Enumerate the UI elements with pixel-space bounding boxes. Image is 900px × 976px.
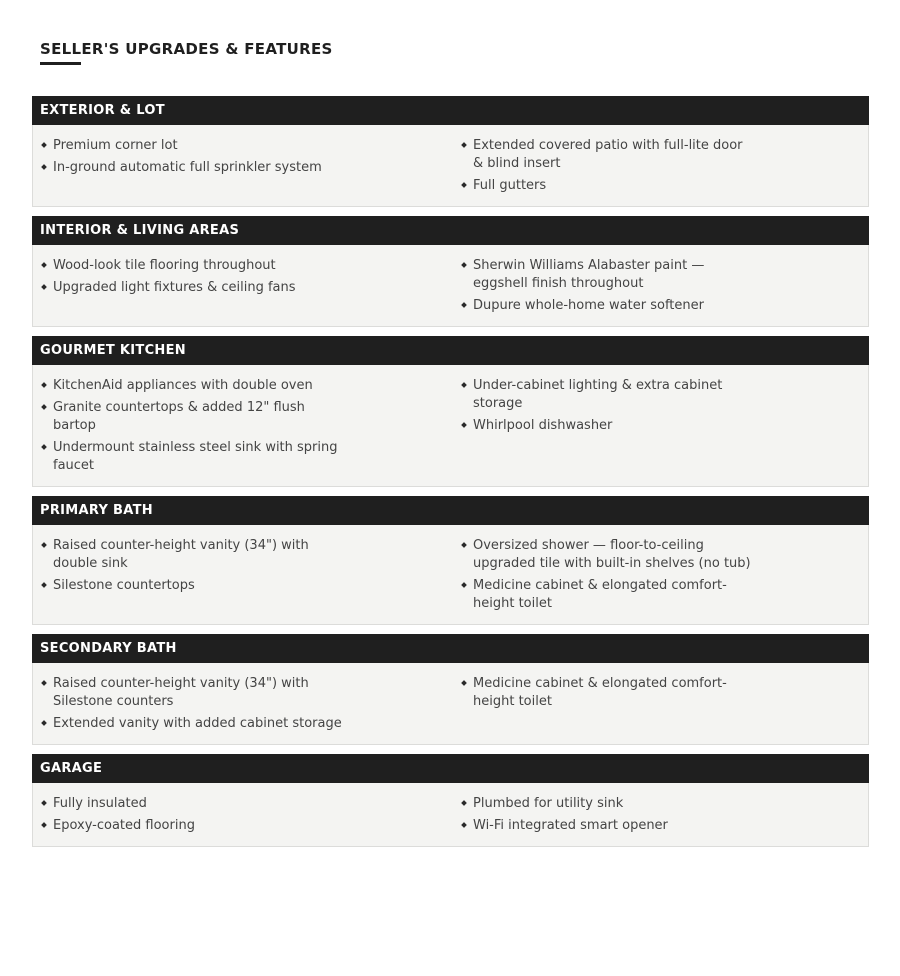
- section-body: [32, 245, 869, 327]
- section-exterior-lot: [32, 96, 869, 207]
- diamond-bullet-icon: [41, 142, 47, 148]
- feature-text: Raised counter-height vanity (34") with double sink: [53, 538, 309, 571]
- feature-column-right: [453, 377, 753, 475]
- features-list: [32, 96, 869, 856]
- feature-text: Silestone countertops: [53, 578, 195, 593]
- feature-list: [41, 377, 453, 475]
- feature-item: [41, 715, 343, 733]
- diamond-bullet-icon: [41, 382, 47, 388]
- section-body: [32, 663, 869, 745]
- feature-column-right: [453, 137, 753, 195]
- diamond-bullet-icon: [41, 164, 47, 170]
- feature-text: Wi-Fi integrated smart opener: [473, 818, 668, 833]
- feature-text: Dupure whole-home water softener: [473, 298, 704, 313]
- feature-list: [461, 377, 753, 435]
- feature-list: [461, 675, 753, 711]
- section-header: GOURMET KITCHEN: [32, 336, 869, 365]
- feature-column-left: [33, 257, 453, 315]
- feature-item: [41, 159, 343, 177]
- diamond-bullet-icon: [461, 262, 467, 268]
- diamond-bullet-icon: [461, 822, 467, 828]
- diamond-bullet-icon: [41, 542, 47, 548]
- section-gourmet-kitchen: [32, 336, 869, 487]
- section-header: PRIMARY BATH: [32, 496, 869, 525]
- feature-list: [461, 137, 753, 195]
- diamond-bullet-icon: [41, 680, 47, 686]
- diamond-bullet-icon: [41, 444, 47, 450]
- feature-text: KitchenAid appliances with double oven: [53, 378, 313, 393]
- feature-text: Extended covered patio with full-lite door & blind insert: [473, 138, 743, 171]
- feature-item: [41, 137, 343, 155]
- feature-list: [41, 137, 453, 177]
- feature-text: Full gutters: [473, 178, 547, 193]
- feature-item: [41, 537, 343, 573]
- feature-text: Granite countertops & added 12" flush bartop: [53, 400, 305, 433]
- feature-text: Sherwin Williams Alabaster paint — eggshell finish throughout: [473, 258, 705, 291]
- diamond-bullet-icon: [41, 582, 47, 588]
- feature-item: [461, 297, 755, 315]
- section-header: INTERIOR & LIVING AREAS: [32, 216, 869, 245]
- feature-text: Fully insulated: [53, 796, 147, 811]
- diamond-bullet-icon: [461, 422, 467, 428]
- section-body: [32, 783, 869, 847]
- diamond-bullet-icon: [461, 542, 467, 548]
- feature-list: [461, 257, 753, 315]
- diamond-bullet-icon: [41, 800, 47, 806]
- feature-item: [41, 577, 343, 595]
- feature-item: [461, 417, 755, 435]
- feature-text: Epoxy-coated flooring: [53, 818, 195, 833]
- feature-item: [461, 577, 755, 613]
- diamond-bullet-icon: [461, 142, 467, 148]
- section-body: [32, 525, 869, 625]
- diamond-bullet-icon: [41, 822, 47, 828]
- diamond-bullet-icon: [41, 720, 47, 726]
- feature-column-left: [33, 377, 453, 475]
- feature-text: Whirlpool dishwasher: [473, 418, 613, 433]
- feature-item: [41, 399, 343, 435]
- feature-item: [461, 257, 755, 293]
- feature-column-right: [453, 537, 753, 613]
- feature-list: [461, 795, 753, 835]
- feature-item: [461, 177, 755, 195]
- feature-item: [41, 675, 343, 711]
- section-header: EXTERIOR & LOT: [32, 96, 869, 125]
- feature-item: [461, 137, 755, 173]
- diamond-bullet-icon: [41, 262, 47, 268]
- feature-text: Medicine cabinet & elongated comfort-height toilet: [473, 676, 727, 709]
- feature-list: [41, 257, 453, 297]
- feature-column-left: [33, 795, 453, 835]
- diamond-bullet-icon: [461, 382, 467, 388]
- feature-item: [461, 795, 755, 813]
- page-title: SELLER'S UPGRADES & FEATURES: [40, 40, 333, 58]
- feature-column-left: [33, 537, 453, 613]
- feature-text: In-ground automatic full sprinkler system: [53, 160, 322, 175]
- feature-column-left: [33, 137, 453, 195]
- feature-text: Extended vanity with added cabinet storage: [53, 716, 342, 731]
- feature-text: Premium corner lot: [53, 138, 178, 153]
- feature-text: Medicine cabinet & elongated comfort-height toilet: [473, 578, 727, 611]
- feature-text: Raised counter-height vanity (34") with Silestone counters: [53, 676, 309, 709]
- feature-text: Undermount stainless steel sink with spring faucet: [53, 440, 338, 473]
- title-underline: [40, 62, 81, 65]
- feature-text: Upgraded light fixtures & ceiling fans: [53, 280, 296, 295]
- diamond-bullet-icon: [461, 800, 467, 806]
- feature-list: [41, 537, 453, 595]
- feature-column-right: [453, 795, 753, 835]
- feature-list: [461, 537, 753, 613]
- feature-column-right: [453, 675, 753, 733]
- feature-item: [41, 439, 343, 475]
- feature-column-right: [453, 257, 753, 315]
- feature-item: [41, 817, 343, 835]
- section-body: [32, 125, 869, 207]
- section-header: GARAGE: [32, 754, 869, 783]
- feature-text: Oversized shower — floor-to-ceiling upgraded tile with built-in shelves (no tub): [473, 538, 751, 571]
- feature-item: [41, 279, 343, 297]
- feature-item: [41, 377, 343, 395]
- feature-item: [41, 257, 343, 275]
- diamond-bullet-icon: [41, 404, 47, 410]
- diamond-bullet-icon: [461, 680, 467, 686]
- diamond-bullet-icon: [461, 582, 467, 588]
- section-garage: [32, 754, 869, 847]
- feature-item: [461, 537, 755, 573]
- diamond-bullet-icon: [461, 182, 467, 188]
- feature-text: Under-cabinet lighting & extra cabinet storage: [473, 378, 723, 411]
- feature-list: [41, 795, 453, 835]
- feature-item: [461, 675, 755, 711]
- feature-column-left: [33, 675, 453, 733]
- feature-text: Wood-look tile flooring throughout: [53, 258, 276, 273]
- feature-text: Plumbed for utility sink: [473, 796, 624, 811]
- diamond-bullet-icon: [41, 284, 47, 290]
- section-secondary-bath: [32, 634, 869, 745]
- feature-list: [41, 675, 453, 733]
- section-interior-living: [32, 216, 869, 327]
- section-body: [32, 365, 869, 487]
- section-header: SECONDARY BATH: [32, 634, 869, 663]
- section-primary-bath: [32, 496, 869, 625]
- diamond-bullet-icon: [461, 302, 467, 308]
- feature-item: [461, 817, 755, 835]
- feature-item: [461, 377, 755, 413]
- feature-item: [41, 795, 343, 813]
